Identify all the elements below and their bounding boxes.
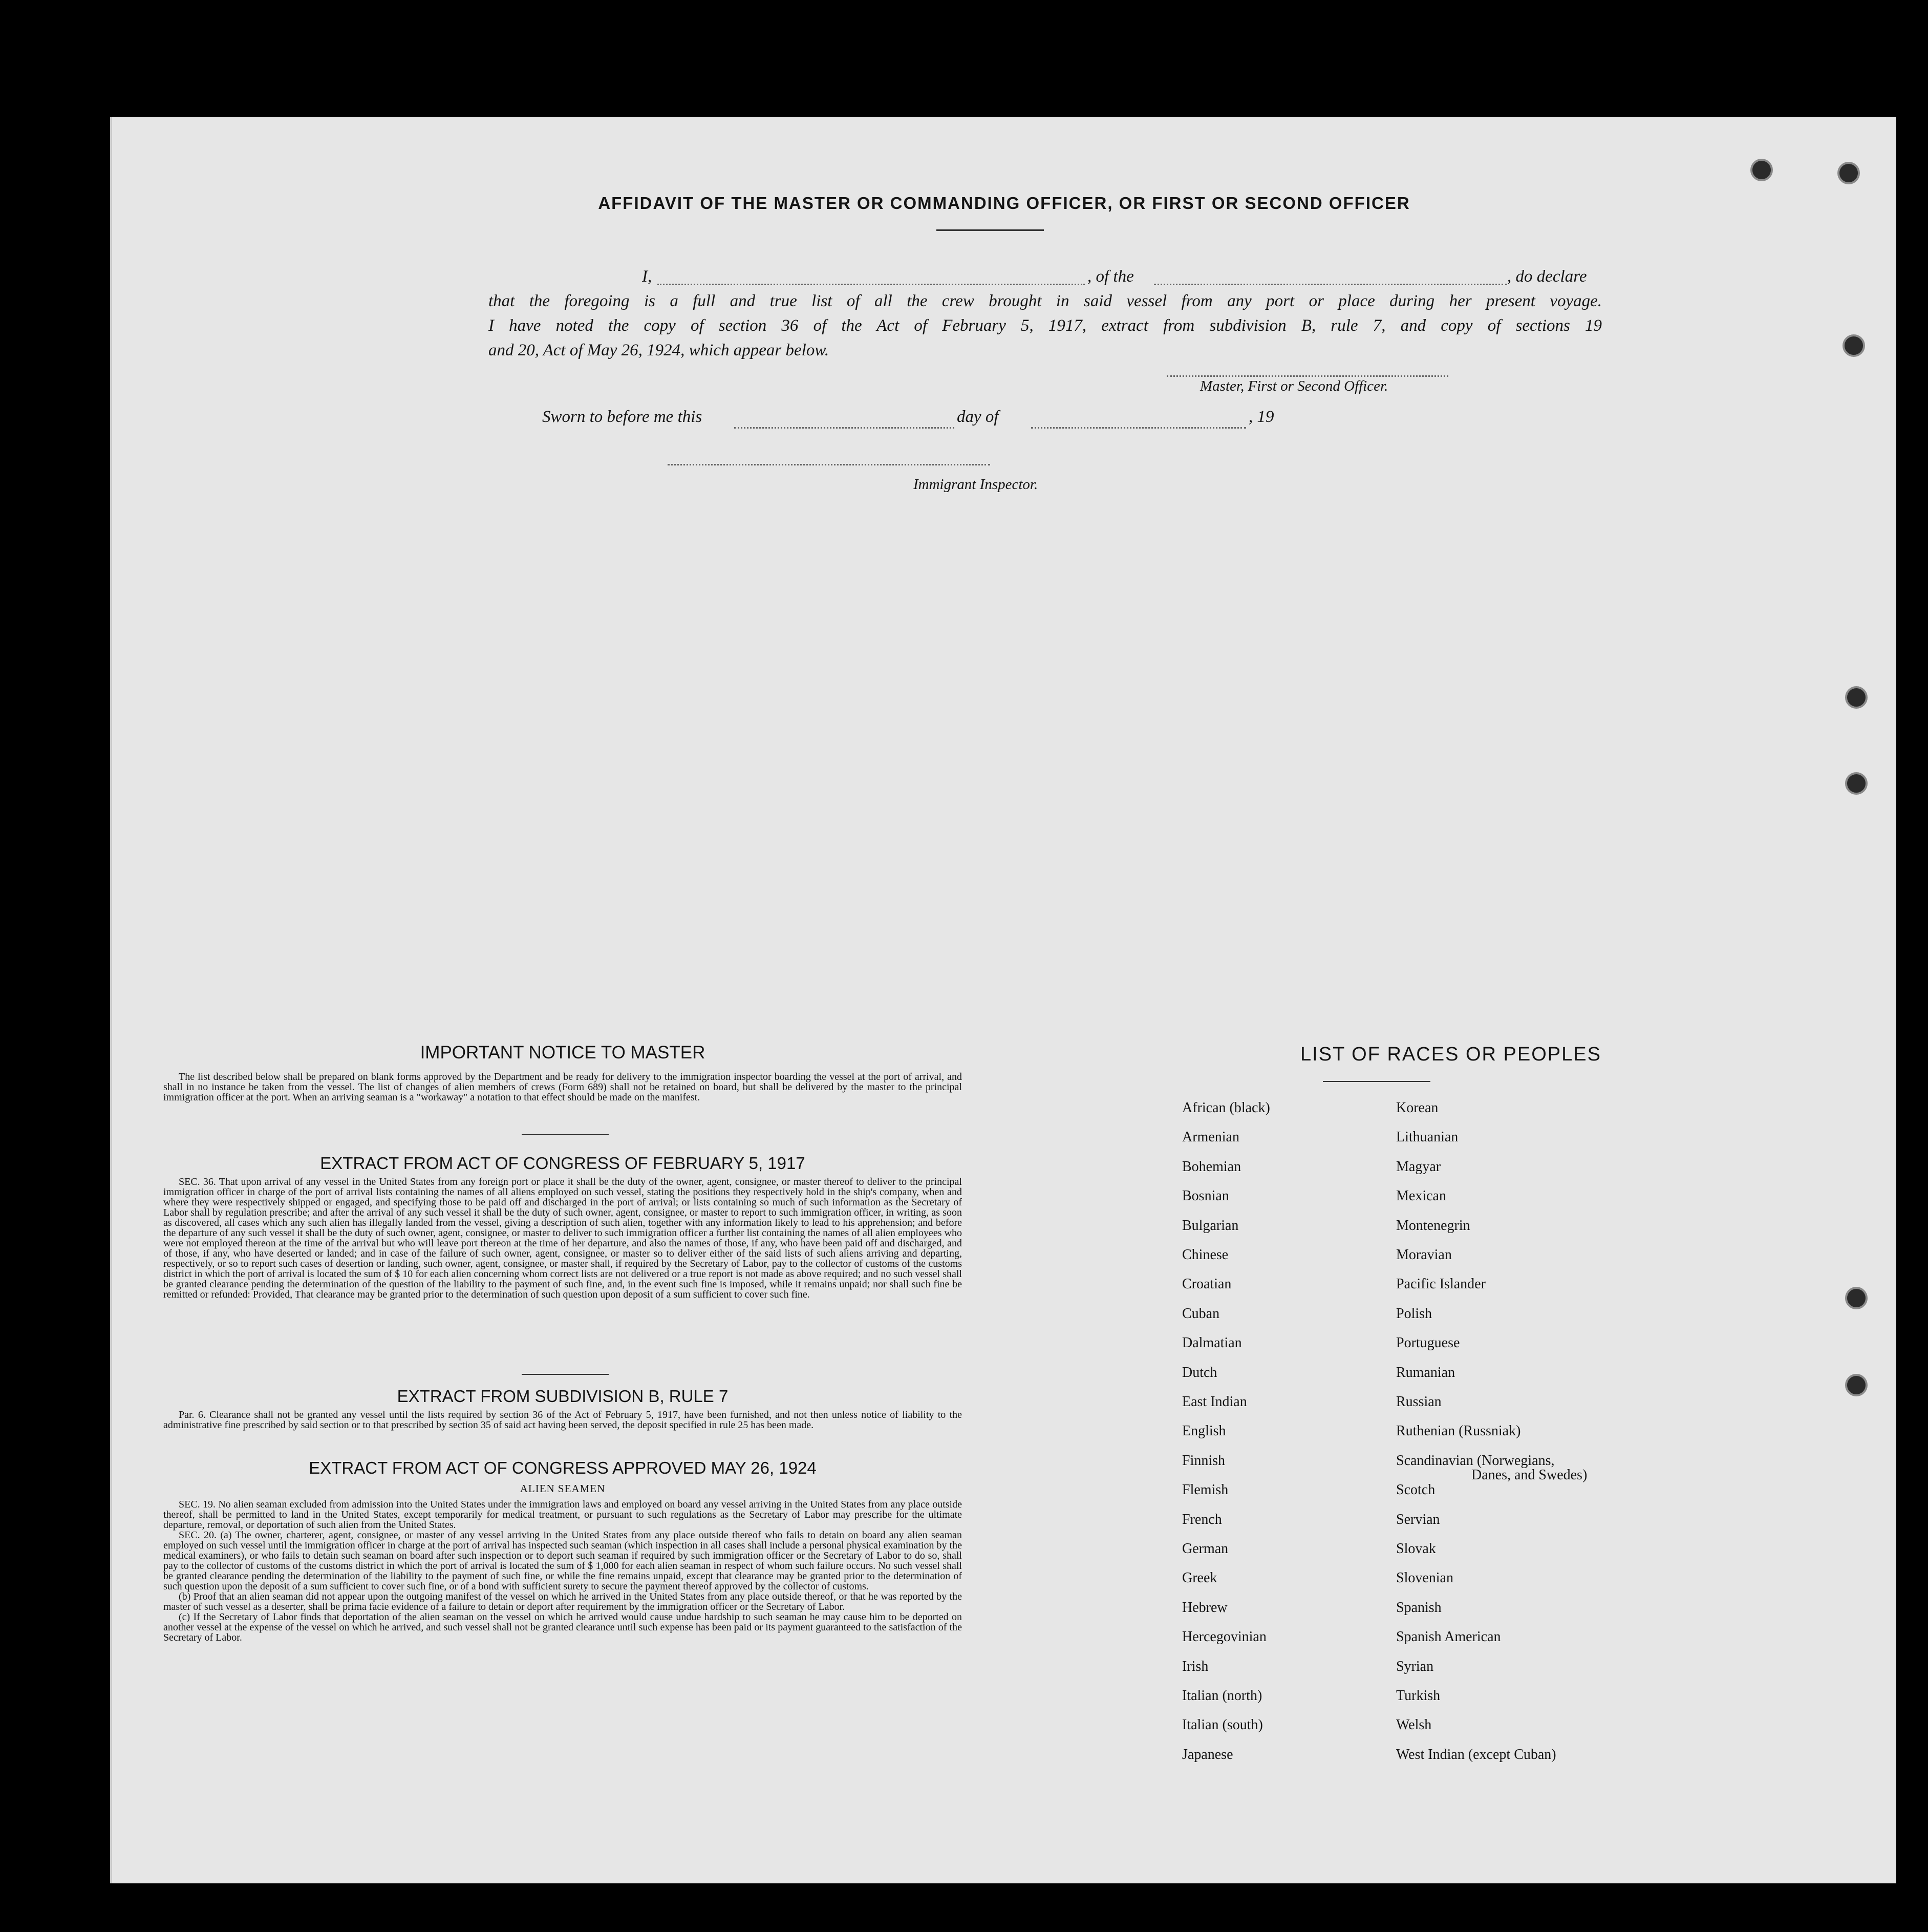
sworn-day-blank: [734, 427, 954, 429]
race-item: Spanish: [1396, 1599, 1442, 1616]
affidavit-text-line: I have noted the copy of section 36 of the Act of February 5, 1917, extract from subdivision B, rule 7, and copy of sections 19: [488, 316, 1602, 335]
race-item: Slovak: [1396, 1541, 1436, 1557]
race-item: English: [1182, 1423, 1226, 1439]
race-item: Polish: [1396, 1305, 1432, 1322]
race-item: Slovenian: [1396, 1570, 1453, 1586]
master-caption: Master, First or Second Officer.: [1200, 378, 1388, 394]
sec-36-paragraph: SEC. 36. That upon arrival of any vessel in the United States from any foreign port or place it shall be the duty of the owner, agent, consignee, or master thereof to deliver to the principal immigration officer in charge of the port of arrival lists containing the names of all aliens employed on such vessel, stating the positions they respectively hold in the ship's company, when and where they were respectively shipped or engaged, and specifying those to be paid off and discharged in the port of arrival; or lists containing so much of such information as the Secretary of Labor shall by regulation prescribe; and after the arrival of any such vessel it shall be the duty of such owner, agent, consignee, or master to report to such immigration officer, in writing, as soon as discovered, all cases which any such alien has illegally landed from the vessel, giving a description of such alien, together with any information likely to lead to his apprehension; and before the departure of any such vessel it shall be the duty of such owner, agent, consignee, or master to deliver to such immigration officer a further list containing the names of all alien employees who were not employed thereon at the time of the arrival but who will leave port thereon at the time of her departure, and also the names of those, if any, who have been paid off and discharged, and of those, if any, who have deserted or landed; and in case of the failure of such owner, agent, consignee, or master so to deliver either of the said lists of such aliens arriving and departing, respectively, or so to report such cases of desertion or landing, such owner, agent, consignee, or master shall, if required by the Secretary of Labor, pay to the collector of customs of the customs district in which the port of arrival is located the sum of $ 10 for each alien concerning whom correct lists are not delivered or a true report is not made as above required; and no such vessel shall be granted clearance pending the determination of the question of the liability to the payment of such fine, and, in the event such fine is imposed, while it remains unpaid; nor shall such fine be remitted or refunded: Provided, That clearance may be granted prior to the determination of such question upon deposit of a sum sufficient to cover such fine.: [163, 1176, 962, 1300]
race-item: Korean: [1396, 1100, 1439, 1116]
race-item-continuation: Danes, and Swedes): [1471, 1467, 1588, 1483]
inspector-caption: Immigrant Inspector.: [913, 476, 1038, 493]
race-item: Croatian: [1182, 1276, 1232, 1292]
race-item: Lithuanian: [1396, 1129, 1459, 1145]
inspector-signature-line: [668, 464, 990, 465]
race-item: Cuban: [1182, 1305, 1220, 1322]
race-item: Armenian: [1182, 1129, 1239, 1145]
race-item: Irish: [1182, 1658, 1209, 1674]
sec-19-paragraph: SEC. 19. No alien seaman excluded from admission into the United States under the immigration laws and employed on board any vessel arriving in the United States from any place outside thereof, shall be permitted to land in the United States, except temporarily for medical treatment, or pursuant to such regulations as the Secretary of Labor may prescribe for the ultimate departure, removal, or deportation of such alien from the United States.: [163, 1499, 962, 1531]
race-item: Mexican: [1396, 1188, 1446, 1204]
race-item: Welsh: [1396, 1717, 1432, 1733]
sec-20c-paragraph: (c) If the Secretary of Labor finds that deportation of the alien seaman on the vessel on which he arrived would cause undue hardship to such seaman he may cause him to be deported on another vessel at the expense of the vessel on which he arrived, and such vessel shall not be granted clearance until such expense has been paid or its payment guaranteed to the satisfaction of the Secretary of Labor.: [163, 1611, 962, 1643]
affidavit-of-the: , of the: [1087, 267, 1134, 286]
affidavit-declare: , do declare: [1507, 267, 1587, 286]
race-item: West Indian (except Cuban): [1396, 1746, 1556, 1763]
race-item: Pacific Islander: [1396, 1276, 1486, 1292]
race-item: Dutch: [1182, 1364, 1217, 1381]
race-item: Hercegovinian: [1182, 1629, 1267, 1645]
sworn-year: , 19: [1249, 408, 1274, 426]
notice-title: IMPORTANT NOTICE TO MASTER: [420, 1043, 705, 1063]
race-item: Italian (south): [1182, 1717, 1263, 1733]
race-item: Portuguese: [1396, 1335, 1460, 1351]
race-item: Finnish: [1182, 1452, 1226, 1469]
race-item: Syrian: [1396, 1658, 1434, 1674]
affidavit-text-line: that the foregoing is a full and true list of all the crew brought in said vessel from any port or place during her present voyage.: [488, 292, 1602, 310]
binder-hole: [1750, 159, 1773, 181]
extract-1924-title: EXTRACT FROM ACT OF CONGRESS APPROVED MAY 26, 1924: [309, 1458, 817, 1477]
race-item: Bosnian: [1182, 1188, 1229, 1204]
affidavit-text-line: and 20, Act of May 26, 1924, which appear below.: [488, 341, 829, 359]
extract-1917-text: [163, 1177, 962, 1300]
alien-seamen-subtitle: ALIEN SEAMEN: [520, 1482, 606, 1495]
extract-1924-text: [163, 1499, 962, 1643]
notice-paragraph: The list described below shall be prepared on blank forms approved by the Department and be ready for delivery to the immigration inspector boarding the vessel at the port of arrival, and shall in no instance be taken from the vessel. The list of changes of alien members of crews (Form 689) shall not be retained on board, but shall be delivered by the master to the principal immigration officer at the port. When an arriving seaman is a "workaway" a notation to that effect should be made on the manifest.: [163, 1071, 962, 1103]
sec-20b-paragraph: (b) Proof that an alien seaman did not appear upon the outgoing manifest of the vessel on which he arrived in the United States from any place outside thereof, or that he was reported by the master of such vessel as a deserter, shall be prima facie evidence of a failure to detain or deport after requirement by the immigration officer or the Secretary of Labor.: [163, 1591, 962, 1612]
sworn-day-of: day of: [957, 408, 999, 426]
race-item: Rumanian: [1396, 1364, 1455, 1381]
race-item: Chinese: [1182, 1247, 1229, 1263]
affidavit-body: [488, 264, 1602, 363]
race-item: Montenegrin: [1396, 1217, 1470, 1234]
name-blank: [657, 284, 1085, 285]
race-item: Spanish American: [1396, 1629, 1501, 1645]
binder-hole: [1845, 686, 1868, 709]
sworn-text: Sworn to before me this: [542, 408, 702, 426]
race-item: Japanese: [1182, 1746, 1233, 1763]
race-item: East Indian: [1182, 1394, 1247, 1410]
race-item: French: [1182, 1511, 1222, 1527]
race-item: German: [1182, 1541, 1229, 1557]
binder-hole: [1845, 772, 1868, 795]
rule7-text: [163, 1410, 962, 1430]
manifest-page: [110, 117, 1896, 1883]
sworn-line: [542, 408, 1412, 432]
race-item: Moravian: [1396, 1247, 1452, 1263]
race-item: Ruthenian (Russniak): [1396, 1423, 1521, 1439]
race-item: African (black): [1182, 1100, 1270, 1116]
race-item: Turkish: [1396, 1688, 1441, 1704]
rule7-title: EXTRACT FROM SUBDIVISION B, RULE 7: [397, 1387, 729, 1406]
race-item: Greek: [1182, 1570, 1217, 1586]
races-divider: [1323, 1081, 1430, 1082]
race-item: Scotch: [1396, 1482, 1436, 1498]
par-6-paragraph: Par. 6. Clearance shall not be granted any vessel until the lists required by section 36 of the Act of February 5, 1917, have been furnished, and not then unless notice of liability to the administrative fine prescribed by said section or to that prescribed by section 35 of said act having been served, the deposit specified in rule 25 has been made.: [163, 1409, 962, 1431]
sec-20a-paragraph: SEC. 20. (a) The owner, charterer, agent, consignee, or master of any vessel arriving in the United States from any place outside thereof who fails to detain on board any alien seaman employed on such vessel until the immigration officer in charge at the port of arrival has inspected such seaman (which inspection in all cases shall include a personal physical examination by the medical examiners), or who fails to detain such seaman on board after such inspection or to deport such seaman if required by such immigration officer or the Secretary of Labor to do so, shall pay to the collector of customs of the customs district in which the port of arrival is located the sum of $ 1,000 for each alien seaman in respect of whom such failure occurs. No such vessel shall be granted clearance pending the determination of the liability to the payment of such fine, or while the fine remains unpaid, except that clearance may be granted prior to the determination of such question upon the deposit of a sum sufficient to cover such fine, or of a bond with sufficient surety to secure the payment thereof approved by the collector of customs.: [163, 1530, 962, 1592]
races-title: LIST OF RACES OR PEOPLES: [1300, 1044, 1601, 1065]
race-item: Russian: [1396, 1394, 1442, 1410]
race-item: Bulgarian: [1182, 1217, 1239, 1234]
sworn-month-blank: [1031, 427, 1246, 429]
binder-hole: [1845, 1287, 1868, 1309]
notice-text: [163, 1072, 962, 1102]
binder-hole: [1837, 162, 1860, 184]
vessel-blank: [1154, 284, 1507, 285]
race-item: Magyar: [1396, 1158, 1441, 1175]
race-item: Italian (north): [1182, 1688, 1262, 1704]
master-signature-line: [1167, 375, 1448, 377]
race-item: Servian: [1396, 1511, 1440, 1527]
binder-hole: [1845, 1374, 1868, 1396]
binder-hole: [1843, 334, 1865, 357]
race-item: Hebrew: [1182, 1599, 1228, 1616]
race-item: Bohemian: [1182, 1158, 1241, 1175]
extract-1917-title: EXTRACT FROM ACT OF CONGRESS OF FEBRUARY 5, 1917: [320, 1154, 805, 1173]
affidavit-i: I,: [642, 267, 652, 286]
race-item: Flemish: [1182, 1482, 1229, 1498]
affidavit-title: AFFIDAVIT OF THE MASTER OR COMMANDING OFFICER, OR FIRST OR SECOND OFFICER: [598, 194, 1410, 213]
section-divider: [522, 1134, 609, 1135]
section-divider: [522, 1374, 609, 1375]
title-divider: [936, 229, 1044, 231]
race-item: Dalmatian: [1182, 1335, 1242, 1351]
affidavit-declaration-line: [488, 264, 1602, 289]
race-item: Scandinavian (Norwegians,: [1396, 1452, 1555, 1469]
